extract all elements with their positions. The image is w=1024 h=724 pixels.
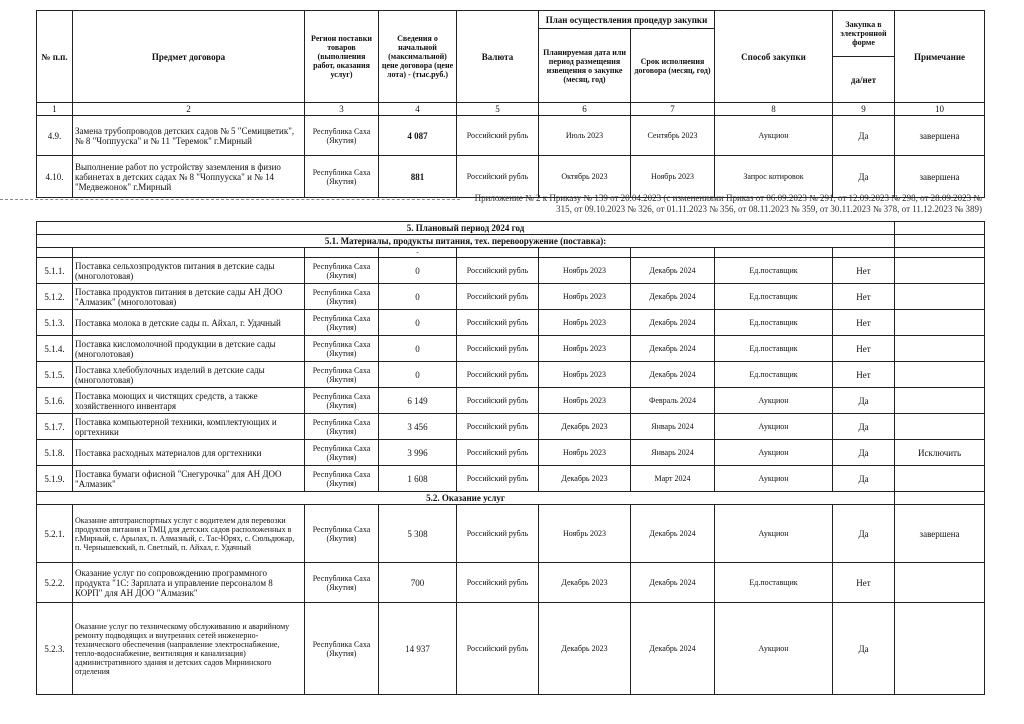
table-row [37,414,985,440]
row-eform: Да [833,505,895,563]
row-eform: Да [833,156,895,198]
row-method: Аукцион [715,505,833,563]
row-number: 5.1.3. [37,310,73,336]
col-region-header: Регион поставки товаров (выполнения работ, оказания услуг) [305,11,379,103]
row-note [895,603,985,695]
row-number: 5.1.4. [37,336,73,362]
row-currency: Российский рубль [457,440,539,466]
table-row [37,505,985,563]
row-number: 4.9. [37,116,73,156]
row-region: Республика Саха (Якутия) [305,258,379,284]
row-number: 5.2.2. [37,563,73,603]
row-note: завершена [895,156,985,198]
row-currency: Российский рубль [457,388,539,414]
row-number: 5.1.8. [37,440,73,466]
row-subject: Замена трубопроводов детских садов № 5 "Семицветик", № 8 "Чоппууска" и № 11 "Теремок" г.Мирный [73,116,305,156]
row-note: Исключить [895,440,985,466]
row-term: Ноябрь 2023 [631,156,715,198]
row-method: Ед.поставщик [715,258,833,284]
row-currency: Российский рубль [457,284,539,310]
row-eform: Нет [833,258,895,284]
row-plan-date: Ноябрь 2023 [539,258,631,284]
row-term: Март 2024 [631,466,715,492]
row-currency: Российский рубль [457,310,539,336]
procurement-table-2024 [36,221,985,695]
row-term: Февраль 2024 [631,388,715,414]
col-subject-header: Предмет договора [73,11,305,103]
table-row [37,388,985,414]
table-row [37,258,985,284]
row-currency: Российский рубль [457,362,539,388]
row-price: 0 [379,362,457,388]
row-currency: Российский рубль [457,156,539,198]
col-num-header: № п.п. [37,11,73,103]
table-row [37,603,985,695]
row-method: Аукцион [715,116,833,156]
row-subject: Оказание услуг по сопровождению программного продукта "1С: Зарплата и управление персоналом 8 КОРП" для АН ДОО "Алмазик" [73,563,305,603]
column-number: 7 [631,103,715,116]
row-method: Аукцион [715,414,833,440]
row-eform: Нет [833,310,895,336]
row-currency: Российский рубль [457,563,539,603]
row-plan-date: Ноябрь 2023 [539,505,631,563]
row-term: Декабрь 2024 [631,336,715,362]
table-row [37,284,985,310]
table-row [37,310,985,336]
row-term: Декабрь 2024 [631,563,715,603]
row-subject: Оказание автотранспортных услуг с водителем для перевозки продуктов питания и ТМЦ для детских садов расположенных в г.Мирный, с. Арылах, п. Алмазный, с. Тас-Юрях, с. Сюльдюкар, п. Чернышевский, п. Светлый, п. Айхал, г. Удачный [73,505,305,563]
row-term: Декабрь 2024 [631,505,715,563]
row-number: 5.1.9. [37,466,73,492]
row-method: Аукцион [715,466,833,492]
row-subject: Поставка компьютерной техники, комплектующих и оргтехники [73,414,305,440]
row-plan-date: Ноябрь 2023 [539,336,631,362]
row-plan-date: Ноябрь 2023 [539,440,631,466]
row-eform: Нет [833,362,895,388]
row-currency: Российский рубль [457,466,539,492]
row-price: 0 [379,310,457,336]
row-region: Республика Саха (Якутия) [305,505,379,563]
row-number: 5.1.5. [37,362,73,388]
row-note [895,258,985,284]
column-number: 5 [457,103,539,116]
row-plan-date: Ноябрь 2023 [539,388,631,414]
table-row [37,336,985,362]
row-note [895,310,985,336]
section-52-title: 5.2. Оказание услуг [37,492,895,505]
col-method-header: Способ закупки [715,11,833,103]
col-term-header: Срок исполнения договора (месяц, год) [631,29,715,103]
row-price: 0 [379,258,457,284]
row-currency: Российский рубль [457,336,539,362]
row-eform: Да [833,440,895,466]
row-note: завершена [895,505,985,563]
row-price: 14 937 [379,603,457,695]
row-method: Ед.поставщик [715,563,833,603]
row-term: Декабрь 2024 [631,284,715,310]
row-eform: Нет [833,563,895,603]
row-region: Республика Саха (Якутия) [305,466,379,492]
row-region: Республика Саха (Якутия) [305,388,379,414]
row-region: Республика Саха (Якутия) [305,563,379,603]
row-term: Январь 2024 [631,440,715,466]
table-row [37,466,985,492]
row-term: Декабрь 2024 [631,310,715,336]
col-eform-header: Закупка в электронной форме [833,11,895,57]
row-note [895,284,985,310]
row-method: Запрос котировок [715,156,833,198]
row-eform: Да [833,603,895,695]
row-method: Аукцион [715,603,833,695]
row-subject: Оказание услуг по техническому обслуживанию и аварийному ремонту подводящих и внутренних сетей инженерно-технического обеспечения (направление электроснабжение, тепло-водоснабжение, вентиляция и канализация) административного здания и детских садов Мирнинского отделения [73,603,305,695]
dash-mark: - [379,248,457,258]
row-price: 0 [379,336,457,362]
row-subject: Выполнение работ по устройству заземления в физио кабинетах в детских садах № 8 "Чоппууска" и № 14 "Медвежонок" г.Мирный [73,156,305,198]
row-method: Аукцион [715,388,833,414]
column-number: 10 [895,103,985,116]
row-note: завершена [895,116,985,156]
row-plan-date: Ноябрь 2023 [539,310,631,336]
row-number: 5.2.3. [37,603,73,695]
table-row [37,440,985,466]
row-term: Декабрь 2024 [631,362,715,388]
row-method: Ед.поставщик [715,336,833,362]
row-term: Сентябрь 2023 [631,116,715,156]
row-note [895,414,985,440]
row-plan-date: Декабрь 2023 [539,466,631,492]
row-region: Республика Саха (Якутия) [305,156,379,198]
row-region: Республика Саха (Якутия) [305,440,379,466]
row-method: Ед.поставщик [715,362,833,388]
col-plan-header: План осуществления процедур закупки [539,11,715,29]
column-number: 3 [305,103,379,116]
row-number: 5.1.2. [37,284,73,310]
row-price: 6 149 [379,388,457,414]
row-price: 3 456 [379,414,457,440]
column-number: 1 [37,103,73,116]
row-price: 0 [379,284,457,310]
table-row [37,116,985,156]
row-note [895,388,985,414]
row-currency: Российский рубль [457,116,539,156]
row-subject: Поставка расходных материалов для оргтехники [73,440,305,466]
row-subject: Поставка бумаги офисной "Снегурочка" для АН ДОО "Алмазик" [73,466,305,492]
row-region: Республика Саха (Якутия) [305,414,379,440]
row-method: Ед.поставщик [715,284,833,310]
row-note [895,466,985,492]
row-eform: Нет [833,336,895,362]
row-subject: Поставка моющих и чистящих средств, а также хозяйственного инвентаря [73,388,305,414]
row-eform: Да [833,466,895,492]
row-eform: Да [833,414,895,440]
row-term: Декабрь 2024 [631,603,715,695]
column-number: 9 [833,103,895,116]
row-currency: Российский рубль [457,414,539,440]
row-note [895,336,985,362]
row-price: 4 087 [379,116,457,156]
row-number: 5.1.6. [37,388,73,414]
row-eform: Да [833,388,895,414]
row-method: Аукцион [715,440,833,466]
row-price: 3 996 [379,440,457,466]
row-plan-date: Ноябрь 2023 [539,362,631,388]
row-number: 5.1.1. [37,258,73,284]
row-number: 5.1.7. [37,414,73,440]
row-number: 4.10. [37,156,73,198]
table-row [37,362,985,388]
row-price: 1 608 [379,466,457,492]
row-region: Республика Саха (Якутия) [305,336,379,362]
row-subject: Поставка кисломолочной продукции в детские сады (многолотовая) [73,336,305,362]
row-plan-date: Июль 2023 [539,116,631,156]
row-subject: Поставка молока в детские сады п. Айхал, г. Удачный [73,310,305,336]
row-plan-date: Декабрь 2023 [539,414,631,440]
row-region: Республика Саха (Якутия) [305,116,379,156]
row-plan-date: Ноябрь 2023 [539,284,631,310]
row-currency: Российский рубль [457,505,539,563]
row-price: 700 [379,563,457,603]
row-note [895,563,985,603]
column-number: 6 [539,103,631,116]
row-plan-date: Декабрь 2023 [539,563,631,603]
row-term: Январь 2024 [631,414,715,440]
column-number: 4 [379,103,457,116]
row-note [895,362,985,388]
row-region: Республика Саха (Якутия) [305,362,379,388]
row-subject: Поставка продуктов питания в детские сады АН ДОО "Алмазик" (многолотовая) [73,284,305,310]
row-eform: Да [833,116,895,156]
column-number: 2 [73,103,305,116]
row-price: 5 308 [379,505,457,563]
column-number-row [37,103,985,116]
row-subject: Поставка сельхозпродуктов питания в детские сады (многолотовая) [73,258,305,284]
row-region: Республика Саха (Якутия) [305,310,379,336]
col-currency-header: Валюта [457,11,539,103]
section-51-title: 5.1. Материалы, продукты питания, тех. перевооружение (поставка): [37,235,895,248]
section-5-title: 5. Плановый период 2024 год [37,222,895,235]
row-price: 881 [379,156,457,198]
row-term: Декабрь 2024 [631,258,715,284]
col-note-header: Примечание [895,11,985,103]
row-currency: Российский рубль [457,603,539,695]
row-currency: Российский рубль [457,258,539,284]
row-method: Ед.поставщик [715,310,833,336]
row-region: Республика Саха (Якутия) [305,603,379,695]
row-eform: Нет [833,284,895,310]
row-number: 5.2.1. [37,505,73,563]
row-plan-date: Декабрь 2023 [539,603,631,695]
row-plan-date: Октябрь 2023 [539,156,631,198]
col-eform-yn-header: да/нет [833,57,895,103]
row-subject: Поставка хлебобулочных изделий в детские сады (многолотовая) [73,362,305,388]
col-price-header: Сведения о начальной (максимальной) цене договора (цене лота) - (тыс.руб.) [379,11,457,103]
annex-note: Приложение № 2 к Приказу № 139 от 20.04.2023 (с изменениями Приказ от 06.09.2023 № 291, от 12.09.2023 № 298, от 28.09.2023 № 315, от 09.10.2023 № 326, от 01.11.2023 № 356, от 08.11.2023 № 359, от 30.11.2023 № 378, от 11.12.2023 № 389) [474,193,982,214]
row-region: Республика Саха (Якутия) [305,284,379,310]
procurement-table-header [36,10,985,198]
page-break-line [0,199,460,200]
table-row [37,563,985,603]
col-plan-date-header: Планируемая дата или период размещения извещения о закупке (месяц, год) [539,29,631,103]
column-number: 8 [715,103,833,116]
table-row [37,156,985,198]
